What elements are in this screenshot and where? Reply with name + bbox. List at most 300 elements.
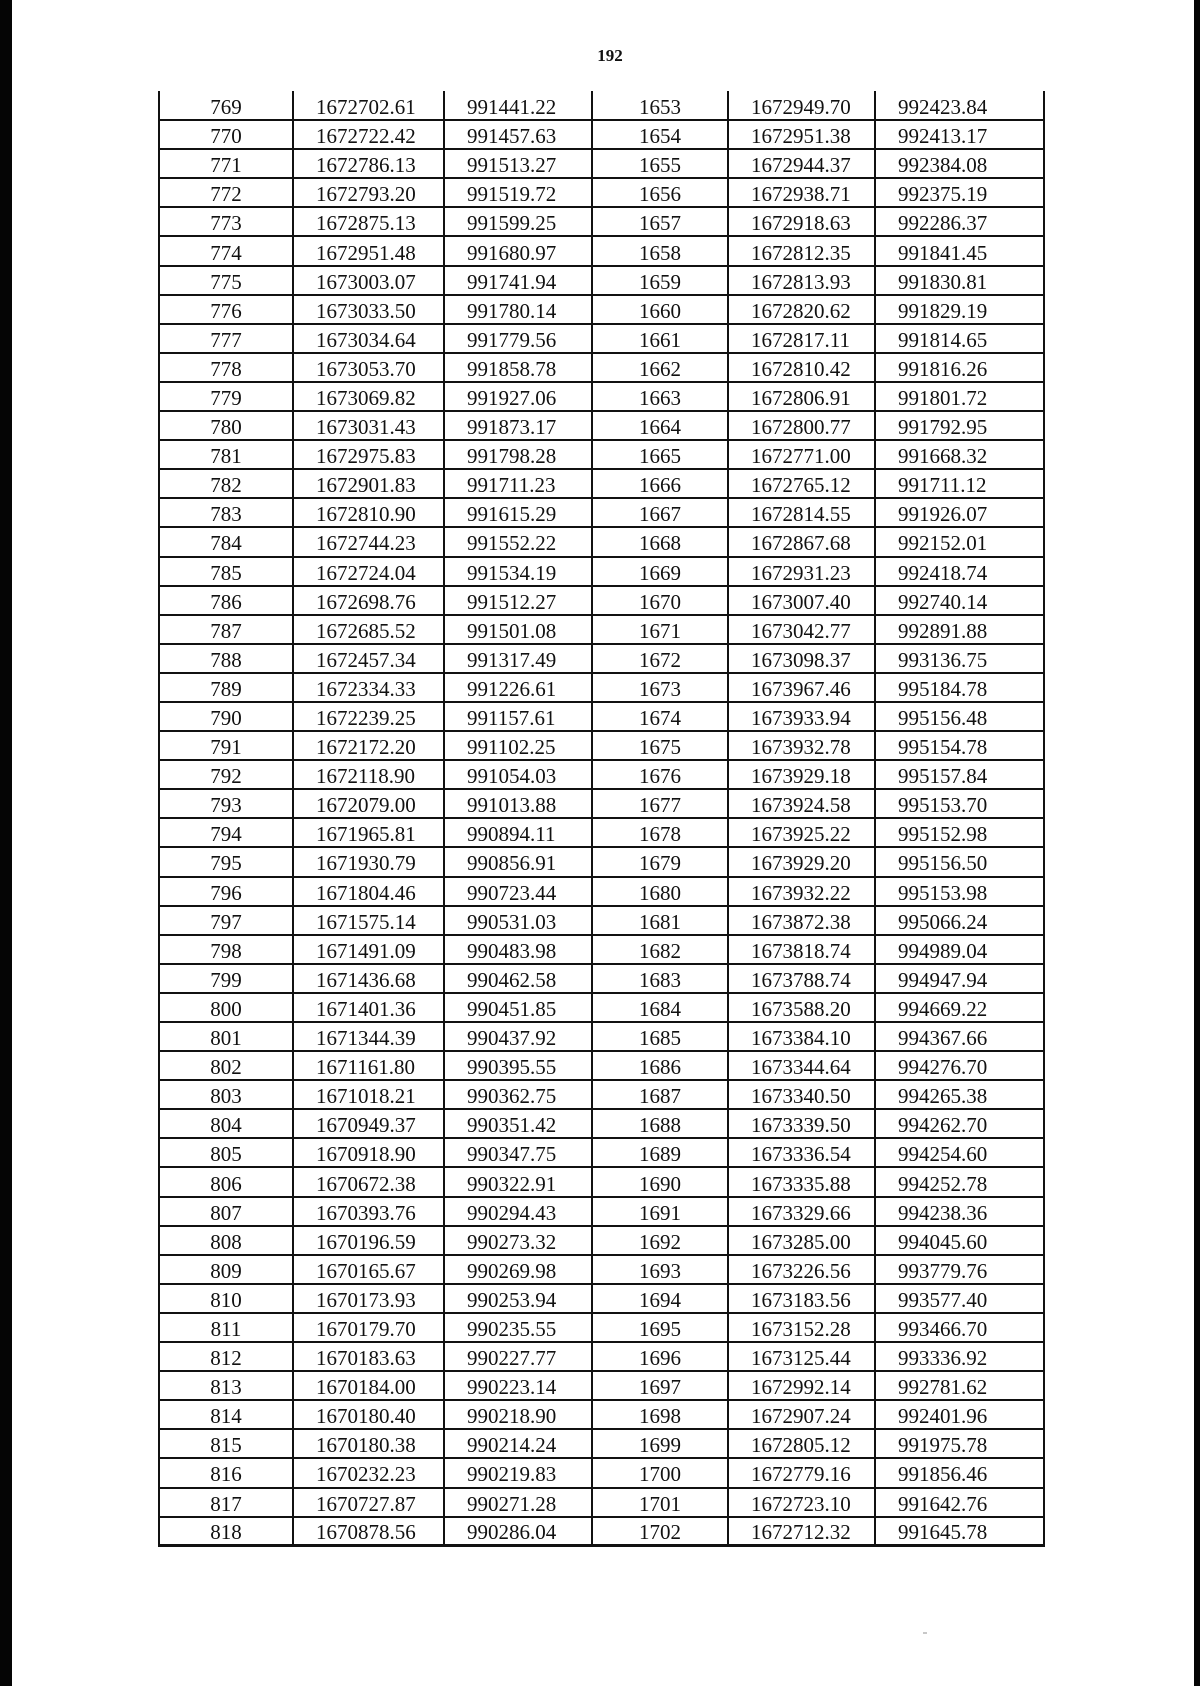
x-coordinate-left-cell: 1670180.40 xyxy=(293,1400,444,1429)
y-coordinate-left-cell: 991513.27 xyxy=(444,149,592,178)
table-row xyxy=(159,1022,1044,1051)
table-row xyxy=(159,1371,1044,1400)
y-coordinate-right-cell: 993336.92 xyxy=(875,1342,1044,1371)
table-row xyxy=(159,1458,1044,1487)
y-coordinate-right-cell: 991792.95 xyxy=(875,411,1044,440)
y-coordinate-left-cell: 990214.24 xyxy=(444,1429,592,1458)
point-id-left-cell: 804 xyxy=(159,1109,293,1138)
point-id-left-cell: 770 xyxy=(159,120,293,149)
scan-speck xyxy=(923,1632,927,1634)
point-id-right-cell: 1697 xyxy=(592,1371,728,1400)
x-coordinate-left-cell: 1672702.61 xyxy=(293,91,444,120)
point-id-right-cell: 1668 xyxy=(592,527,728,556)
y-coordinate-right-cell: 991975.78 xyxy=(875,1429,1044,1458)
y-coordinate-left-cell: 991927.06 xyxy=(444,382,592,411)
x-coordinate-left-cell: 1672744.23 xyxy=(293,527,444,556)
point-id-right-cell: 1671 xyxy=(592,615,728,644)
point-id-right-cell: 1663 xyxy=(592,382,728,411)
y-coordinate-right-cell: 992740.14 xyxy=(875,586,1044,615)
point-id-right-cell: 1695 xyxy=(592,1313,728,1342)
x-coordinate-right-cell: 1673384.10 xyxy=(728,1022,875,1051)
y-coordinate-left-cell: 990269.98 xyxy=(444,1255,592,1284)
point-id-right-cell: 1680 xyxy=(592,877,728,906)
x-coordinate-left-cell: 1673034.64 xyxy=(293,324,444,353)
point-id-right-cell: 1700 xyxy=(592,1458,728,1487)
y-coordinate-right-cell: 995154.78 xyxy=(875,731,1044,760)
point-id-left-cell: 789 xyxy=(159,673,293,702)
x-coordinate-right-cell: 1673818.74 xyxy=(728,935,875,964)
y-coordinate-left-cell: 990362.75 xyxy=(444,1080,592,1109)
x-coordinate-right-cell: 1673152.28 xyxy=(728,1313,875,1342)
point-id-left-cell: 792 xyxy=(159,760,293,789)
x-coordinate-left-cell: 1671436.68 xyxy=(293,964,444,993)
y-coordinate-right-cell: 995156.48 xyxy=(875,702,1044,731)
y-coordinate-left-cell: 990271.28 xyxy=(444,1488,592,1517)
point-id-left-cell: 787 xyxy=(159,615,293,644)
table-row xyxy=(159,411,1044,440)
point-id-left-cell: 794 xyxy=(159,818,293,847)
scan-edge-left xyxy=(0,0,12,1686)
point-id-left-cell: 780 xyxy=(159,411,293,440)
y-coordinate-right-cell: 992375.19 xyxy=(875,178,1044,207)
x-coordinate-right-cell: 1672931.23 xyxy=(728,557,875,586)
y-coordinate-left-cell: 991157.61 xyxy=(444,702,592,731)
y-coordinate-left-cell: 991013.88 xyxy=(444,789,592,818)
x-coordinate-right-cell: 1672806.91 xyxy=(728,382,875,411)
x-coordinate-right-cell: 1672805.12 xyxy=(728,1429,875,1458)
y-coordinate-right-cell: 991711.12 xyxy=(875,469,1044,498)
table-row xyxy=(159,236,1044,265)
point-id-left-cell: 811 xyxy=(159,1313,293,1342)
x-coordinate-left-cell: 1672118.90 xyxy=(293,760,444,789)
x-coordinate-left-cell: 1672457.34 xyxy=(293,644,444,673)
y-coordinate-right-cell: 992401.96 xyxy=(875,1400,1044,1429)
table-row xyxy=(159,353,1044,382)
x-coordinate-left-cell: 1673053.70 xyxy=(293,353,444,382)
point-id-right-cell: 1657 xyxy=(592,207,728,236)
x-coordinate-right-cell: 1673925.22 xyxy=(728,818,875,847)
x-coordinate-right-cell: 1672907.24 xyxy=(728,1400,875,1429)
x-coordinate-left-cell: 1672334.33 xyxy=(293,673,444,702)
table-row xyxy=(159,266,1044,295)
point-id-left-cell: 815 xyxy=(159,1429,293,1458)
point-id-left-cell: 807 xyxy=(159,1197,293,1226)
x-coordinate-left-cell: 1672875.13 xyxy=(293,207,444,236)
x-coordinate-right-cell: 1673932.22 xyxy=(728,877,875,906)
x-coordinate-left-cell: 1671344.39 xyxy=(293,1022,444,1051)
point-id-right-cell: 1667 xyxy=(592,498,728,527)
point-id-right-cell: 1659 xyxy=(592,266,728,295)
x-coordinate-left-cell: 1670878.56 xyxy=(293,1517,444,1546)
point-id-right-cell: 1674 xyxy=(592,702,728,731)
y-coordinate-right-cell: 995152.98 xyxy=(875,818,1044,847)
x-coordinate-right-cell: 1672949.70 xyxy=(728,91,875,120)
y-coordinate-left-cell: 990253.94 xyxy=(444,1284,592,1313)
y-coordinate-right-cell: 992781.62 xyxy=(875,1371,1044,1400)
point-id-left-cell: 812 xyxy=(159,1342,293,1371)
table-row xyxy=(159,1109,1044,1138)
table-row xyxy=(159,877,1044,906)
point-id-left-cell: 793 xyxy=(159,789,293,818)
x-coordinate-left-cell: 1672901.83 xyxy=(293,469,444,498)
point-id-left-cell: 772 xyxy=(159,178,293,207)
table-row xyxy=(159,1429,1044,1458)
point-id-left-cell: 776 xyxy=(159,295,293,324)
y-coordinate-right-cell: 994947.94 xyxy=(875,964,1044,993)
point-id-right-cell: 1678 xyxy=(592,818,728,847)
x-coordinate-left-cell: 1670727.87 xyxy=(293,1488,444,1517)
point-id-left-cell: 800 xyxy=(159,993,293,1022)
point-id-right-cell: 1664 xyxy=(592,411,728,440)
x-coordinate-left-cell: 1671018.21 xyxy=(293,1080,444,1109)
x-coordinate-left-cell: 1670918.90 xyxy=(293,1138,444,1167)
table-row xyxy=(159,557,1044,586)
y-coordinate-left-cell: 990531.03 xyxy=(444,906,592,935)
x-coordinate-left-cell: 1670184.00 xyxy=(293,1371,444,1400)
x-coordinate-right-cell: 1672771.00 xyxy=(728,440,875,469)
x-coordinate-right-cell: 1673933.94 xyxy=(728,702,875,731)
table-row xyxy=(159,1284,1044,1313)
table-row xyxy=(159,440,1044,469)
point-id-left-cell: 813 xyxy=(159,1371,293,1400)
y-coordinate-right-cell: 994238.36 xyxy=(875,1197,1044,1226)
point-id-left-cell: 806 xyxy=(159,1167,293,1196)
x-coordinate-right-cell: 1672814.55 xyxy=(728,498,875,527)
x-coordinate-right-cell: 1672992.14 xyxy=(728,1371,875,1400)
point-id-left-cell: 817 xyxy=(159,1488,293,1517)
y-coordinate-right-cell: 994265.38 xyxy=(875,1080,1044,1109)
x-coordinate-right-cell: 1673932.78 xyxy=(728,731,875,760)
y-coordinate-right-cell: 994254.60 xyxy=(875,1138,1044,1167)
x-coordinate-left-cell: 1673033.50 xyxy=(293,295,444,324)
x-coordinate-right-cell: 1672813.93 xyxy=(728,266,875,295)
point-id-left-cell: 779 xyxy=(159,382,293,411)
x-coordinate-right-cell: 1672938.71 xyxy=(728,178,875,207)
x-coordinate-right-cell: 1673042.77 xyxy=(728,615,875,644)
point-id-left-cell: 782 xyxy=(159,469,293,498)
y-coordinate-right-cell: 995153.70 xyxy=(875,789,1044,818)
x-coordinate-left-cell: 1670179.70 xyxy=(293,1313,444,1342)
x-coordinate-right-cell: 1672812.35 xyxy=(728,236,875,265)
point-id-right-cell: 1701 xyxy=(592,1488,728,1517)
table-row xyxy=(159,789,1044,818)
y-coordinate-right-cell: 991829.19 xyxy=(875,295,1044,324)
point-id-right-cell: 1689 xyxy=(592,1138,728,1167)
point-id-left-cell: 784 xyxy=(159,527,293,556)
x-coordinate-right-cell: 1672800.77 xyxy=(728,411,875,440)
y-coordinate-left-cell: 991054.03 xyxy=(444,760,592,789)
y-coordinate-left-cell: 991441.22 xyxy=(444,91,592,120)
point-id-right-cell: 1669 xyxy=(592,557,728,586)
point-id-right-cell: 1665 xyxy=(592,440,728,469)
y-coordinate-left-cell: 991873.17 xyxy=(444,411,592,440)
point-id-right-cell: 1658 xyxy=(592,236,728,265)
point-id-right-cell: 1690 xyxy=(592,1167,728,1196)
x-coordinate-left-cell: 1672239.25 xyxy=(293,702,444,731)
y-coordinate-right-cell: 992423.84 xyxy=(875,91,1044,120)
point-id-right-cell: 1654 xyxy=(592,120,728,149)
x-coordinate-right-cell: 1673788.74 xyxy=(728,964,875,993)
y-coordinate-left-cell: 990437.92 xyxy=(444,1022,592,1051)
x-coordinate-left-cell: 1670393.76 xyxy=(293,1197,444,1226)
y-coordinate-right-cell: 991645.78 xyxy=(875,1517,1044,1546)
point-id-left-cell: 809 xyxy=(159,1255,293,1284)
point-id-left-cell: 816 xyxy=(159,1458,293,1487)
y-coordinate-right-cell: 991816.26 xyxy=(875,353,1044,382)
y-coordinate-left-cell: 991711.23 xyxy=(444,469,592,498)
y-coordinate-right-cell: 992418.74 xyxy=(875,557,1044,586)
y-coordinate-right-cell: 992152.01 xyxy=(875,527,1044,556)
point-id-right-cell: 1677 xyxy=(592,789,728,818)
point-id-left-cell: 801 xyxy=(159,1022,293,1051)
table-row xyxy=(159,324,1044,353)
x-coordinate-left-cell: 1672810.90 xyxy=(293,498,444,527)
table-row xyxy=(159,91,1044,120)
scan-edge-right xyxy=(1194,0,1200,1686)
y-coordinate-right-cell: 993779.76 xyxy=(875,1255,1044,1284)
table-row xyxy=(159,615,1044,644)
y-coordinate-right-cell: 994276.70 xyxy=(875,1051,1044,1080)
y-coordinate-right-cell: 993577.40 xyxy=(875,1284,1044,1313)
point-id-left-cell: 802 xyxy=(159,1051,293,1080)
point-id-left-cell: 810 xyxy=(159,1284,293,1313)
y-coordinate-right-cell: 991814.65 xyxy=(875,324,1044,353)
point-id-right-cell: 1673 xyxy=(592,673,728,702)
x-coordinate-left-cell: 1671965.81 xyxy=(293,818,444,847)
point-id-left-cell: 795 xyxy=(159,847,293,876)
table-row xyxy=(159,702,1044,731)
x-coordinate-left-cell: 1670183.63 xyxy=(293,1342,444,1371)
point-id-right-cell: 1684 xyxy=(592,993,728,1022)
x-coordinate-left-cell: 1672172.20 xyxy=(293,731,444,760)
y-coordinate-left-cell: 991512.27 xyxy=(444,586,592,615)
y-coordinate-right-cell: 993466.70 xyxy=(875,1313,1044,1342)
x-coordinate-left-cell: 1670173.93 xyxy=(293,1284,444,1313)
table-row xyxy=(159,1226,1044,1255)
y-coordinate-left-cell: 990894.11 xyxy=(444,818,592,847)
x-coordinate-left-cell: 1671575.14 xyxy=(293,906,444,935)
table-row xyxy=(159,1255,1044,1284)
table-row xyxy=(159,818,1044,847)
y-coordinate-right-cell: 991642.76 xyxy=(875,1488,1044,1517)
table-row xyxy=(159,673,1044,702)
point-id-right-cell: 1692 xyxy=(592,1226,728,1255)
point-id-right-cell: 1702 xyxy=(592,1517,728,1546)
point-id-right-cell: 1685 xyxy=(592,1022,728,1051)
x-coordinate-right-cell: 1673872.38 xyxy=(728,906,875,935)
x-coordinate-right-cell: 1672820.62 xyxy=(728,295,875,324)
table-row xyxy=(159,1400,1044,1429)
y-coordinate-right-cell: 992891.88 xyxy=(875,615,1044,644)
y-coordinate-left-cell: 991798.28 xyxy=(444,440,592,469)
x-coordinate-right-cell: 1672944.37 xyxy=(728,149,875,178)
x-coordinate-left-cell: 1672724.04 xyxy=(293,557,444,586)
x-coordinate-left-cell: 1673003.07 xyxy=(293,266,444,295)
coordinates-table xyxy=(158,91,1045,1547)
point-id-left-cell: 799 xyxy=(159,964,293,993)
x-coordinate-right-cell: 1673007.40 xyxy=(728,586,875,615)
x-coordinate-right-cell: 1673336.54 xyxy=(728,1138,875,1167)
point-id-left-cell: 796 xyxy=(159,877,293,906)
x-coordinate-right-cell: 1673125.44 xyxy=(728,1342,875,1371)
y-coordinate-left-cell: 991615.29 xyxy=(444,498,592,527)
point-id-left-cell: 781 xyxy=(159,440,293,469)
point-id-right-cell: 1653 xyxy=(592,91,728,120)
table-row xyxy=(159,644,1044,673)
table-row xyxy=(159,1167,1044,1196)
x-coordinate-left-cell: 1672722.42 xyxy=(293,120,444,149)
point-id-right-cell: 1662 xyxy=(592,353,728,382)
point-id-right-cell: 1672 xyxy=(592,644,728,673)
y-coordinate-right-cell: 992384.08 xyxy=(875,149,1044,178)
table-row xyxy=(159,586,1044,615)
x-coordinate-right-cell: 1673929.20 xyxy=(728,847,875,876)
x-coordinate-right-cell: 1673329.66 xyxy=(728,1197,875,1226)
y-coordinate-left-cell: 991552.22 xyxy=(444,527,592,556)
y-coordinate-left-cell: 990451.85 xyxy=(444,993,592,1022)
point-id-left-cell: 790 xyxy=(159,702,293,731)
table-row xyxy=(159,731,1044,760)
y-coordinate-right-cell: 991668.32 xyxy=(875,440,1044,469)
point-id-left-cell: 803 xyxy=(159,1080,293,1109)
x-coordinate-right-cell: 1672810.42 xyxy=(728,353,875,382)
y-coordinate-right-cell: 994989.04 xyxy=(875,935,1044,964)
x-coordinate-right-cell: 1673924.58 xyxy=(728,789,875,818)
point-id-right-cell: 1681 xyxy=(592,906,728,935)
x-coordinate-right-cell: 1672951.38 xyxy=(728,120,875,149)
table-row xyxy=(159,382,1044,411)
point-id-right-cell: 1683 xyxy=(592,964,728,993)
point-id-right-cell: 1656 xyxy=(592,178,728,207)
y-coordinate-left-cell: 990235.55 xyxy=(444,1313,592,1342)
x-coordinate-right-cell: 1672765.12 xyxy=(728,469,875,498)
point-id-left-cell: 778 xyxy=(159,353,293,382)
y-coordinate-left-cell: 990219.83 xyxy=(444,1458,592,1487)
x-coordinate-right-cell: 1673183.56 xyxy=(728,1284,875,1313)
y-coordinate-right-cell: 994045.60 xyxy=(875,1226,1044,1255)
x-coordinate-right-cell: 1672918.63 xyxy=(728,207,875,236)
table-row xyxy=(159,964,1044,993)
y-coordinate-right-cell: 991801.72 xyxy=(875,382,1044,411)
table-row xyxy=(159,760,1044,789)
y-coordinate-right-cell: 994262.70 xyxy=(875,1109,1044,1138)
table-row xyxy=(159,498,1044,527)
y-coordinate-left-cell: 990856.91 xyxy=(444,847,592,876)
x-coordinate-left-cell: 1672079.00 xyxy=(293,789,444,818)
point-id-right-cell: 1655 xyxy=(592,149,728,178)
x-coordinate-left-cell: 1671804.46 xyxy=(293,877,444,906)
point-id-right-cell: 1660 xyxy=(592,295,728,324)
table-row xyxy=(159,1488,1044,1517)
x-coordinate-left-cell: 1670165.67 xyxy=(293,1255,444,1284)
point-id-left-cell: 769 xyxy=(159,91,293,120)
y-coordinate-right-cell: 991856.46 xyxy=(875,1458,1044,1487)
x-coordinate-right-cell: 1672817.11 xyxy=(728,324,875,353)
y-coordinate-left-cell: 991780.14 xyxy=(444,295,592,324)
x-coordinate-left-cell: 1672698.76 xyxy=(293,586,444,615)
table-row xyxy=(159,527,1044,556)
point-id-left-cell: 818 xyxy=(159,1517,293,1546)
y-coordinate-right-cell: 991841.45 xyxy=(875,236,1044,265)
point-id-left-cell: 786 xyxy=(159,586,293,615)
x-coordinate-left-cell: 1673031.43 xyxy=(293,411,444,440)
x-coordinate-left-cell: 1671401.36 xyxy=(293,993,444,1022)
y-coordinate-right-cell: 995184.78 xyxy=(875,673,1044,702)
point-id-left-cell: 783 xyxy=(159,498,293,527)
table-row xyxy=(159,1197,1044,1226)
point-id-left-cell: 808 xyxy=(159,1226,293,1255)
x-coordinate-right-cell: 1672867.68 xyxy=(728,527,875,556)
y-coordinate-right-cell: 994252.78 xyxy=(875,1167,1044,1196)
point-id-right-cell: 1679 xyxy=(592,847,728,876)
point-id-right-cell: 1699 xyxy=(592,1429,728,1458)
y-coordinate-left-cell: 991519.72 xyxy=(444,178,592,207)
point-id-right-cell: 1698 xyxy=(592,1400,728,1429)
point-id-right-cell: 1687 xyxy=(592,1080,728,1109)
y-coordinate-right-cell: 994669.22 xyxy=(875,993,1044,1022)
y-coordinate-right-cell: 995157.84 xyxy=(875,760,1044,789)
y-coordinate-left-cell: 990395.55 xyxy=(444,1051,592,1080)
point-id-left-cell: 785 xyxy=(159,557,293,586)
x-coordinate-left-cell: 1670949.37 xyxy=(293,1109,444,1138)
table-row xyxy=(159,993,1044,1022)
x-coordinate-right-cell: 1673344.64 xyxy=(728,1051,875,1080)
table-body xyxy=(159,91,1044,1546)
x-coordinate-left-cell: 1670672.38 xyxy=(293,1167,444,1196)
x-coordinate-right-cell: 1673967.46 xyxy=(728,673,875,702)
table-row xyxy=(159,935,1044,964)
table-row xyxy=(159,178,1044,207)
point-id-right-cell: 1688 xyxy=(592,1109,728,1138)
x-coordinate-right-cell: 1673339.50 xyxy=(728,1109,875,1138)
table-row xyxy=(159,120,1044,149)
y-coordinate-left-cell: 991599.25 xyxy=(444,207,592,236)
table-row xyxy=(159,1313,1044,1342)
y-coordinate-left-cell: 990322.91 xyxy=(444,1167,592,1196)
y-coordinate-left-cell: 990462.58 xyxy=(444,964,592,993)
x-coordinate-left-cell: 1670196.59 xyxy=(293,1226,444,1255)
point-id-left-cell: 805 xyxy=(159,1138,293,1167)
point-id-left-cell: 791 xyxy=(159,731,293,760)
point-id-right-cell: 1676 xyxy=(592,760,728,789)
x-coordinate-right-cell: 1673098.37 xyxy=(728,644,875,673)
y-coordinate-left-cell: 990286.04 xyxy=(444,1517,592,1546)
y-coordinate-right-cell: 992286.37 xyxy=(875,207,1044,236)
x-coordinate-right-cell: 1673285.00 xyxy=(728,1226,875,1255)
point-id-left-cell: 797 xyxy=(159,906,293,935)
x-coordinate-left-cell: 1672975.83 xyxy=(293,440,444,469)
point-id-right-cell: 1670 xyxy=(592,586,728,615)
table-row xyxy=(159,847,1044,876)
y-coordinate-left-cell: 990483.98 xyxy=(444,935,592,964)
point-id-right-cell: 1694 xyxy=(592,1284,728,1313)
table-row xyxy=(159,149,1044,178)
point-id-right-cell: 1691 xyxy=(592,1197,728,1226)
y-coordinate-left-cell: 990218.90 xyxy=(444,1400,592,1429)
point-id-left-cell: 771 xyxy=(159,149,293,178)
y-coordinate-left-cell: 990273.32 xyxy=(444,1226,592,1255)
x-coordinate-right-cell: 1673335.88 xyxy=(728,1167,875,1196)
point-id-left-cell: 777 xyxy=(159,324,293,353)
x-coordinate-right-cell: 1672723.10 xyxy=(728,1488,875,1517)
x-coordinate-left-cell: 1670180.38 xyxy=(293,1429,444,1458)
page-number: 192 xyxy=(597,46,623,65)
point-id-left-cell: 788 xyxy=(159,644,293,673)
point-id-left-cell: 814 xyxy=(159,1400,293,1429)
y-coordinate-left-cell: 991457.63 xyxy=(444,120,592,149)
y-coordinate-left-cell: 990223.14 xyxy=(444,1371,592,1400)
x-coordinate-right-cell: 1672779.16 xyxy=(728,1458,875,1487)
